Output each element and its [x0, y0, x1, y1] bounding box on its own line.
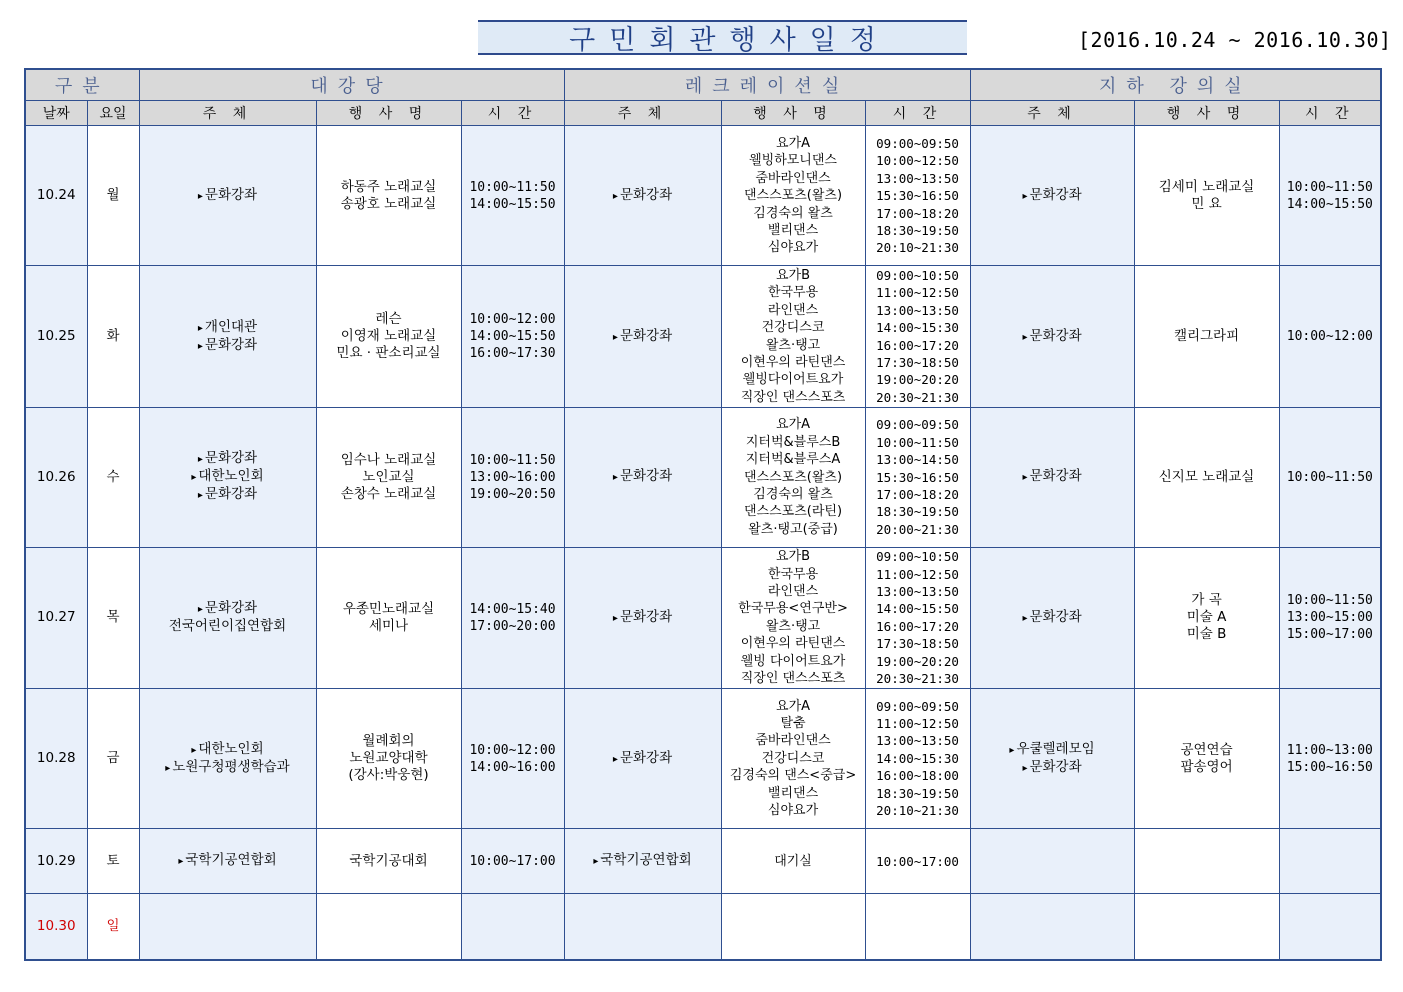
basement-event — [1134, 407, 1279, 547]
recreation-event-line: 웰빙 다이어트요가 — [740, 653, 846, 669]
recreation-event — [721, 689, 865, 829]
date-range: [2016.10.24 ~ 2016.10.30] — [1078, 28, 1392, 52]
auditorium-org-line: ▸ 개인대관 — [142, 319, 314, 337]
auditorium-org — [139, 407, 316, 547]
basement-org-line: ▸ 우쿨렐레모임 — [973, 741, 1132, 759]
recreation-time-line: 18:30~19:50 — [876, 223, 959, 239]
recreation-time — [865, 689, 970, 829]
recreation-time-line: 19:00~20:20 — [876, 653, 959, 669]
auditorium-time-line: 14:00~15:50 — [469, 196, 556, 212]
auditorium-time-line: 10:00~11:50 — [469, 179, 556, 195]
recreation-org-line: ▸ 문화강좌 — [567, 328, 719, 346]
header-time: 시 간 — [1279, 101, 1381, 126]
recreation-event — [721, 126, 865, 266]
header-time: 시 간 — [865, 101, 970, 126]
header-org: 주 체 — [564, 101, 721, 126]
header-hall-recreation: 레크레이션실 — [564, 69, 970, 101]
date-cell: 10.24 — [25, 126, 87, 266]
header-event: 행 사 명 — [721, 101, 865, 126]
auditorium-time — [461, 547, 564, 688]
auditorium-event — [316, 547, 461, 688]
basement-time — [1279, 547, 1381, 688]
auditorium-time-line: 16:00~17:30 — [469, 346, 556, 362]
header-hall-auditorium: 대강당 — [139, 69, 564, 101]
basement-org-line: ▸ 문화강좌 — [973, 328, 1132, 346]
recreation-event-line: 지터벅&블루스B — [745, 434, 841, 450]
weekday-cell: 금 — [87, 689, 139, 829]
date-cell: 10.25 — [25, 266, 87, 407]
recreation-event-line: 왈츠·탱고 — [765, 337, 821, 353]
recreation-time-line: 17:00~18:20 — [876, 486, 959, 502]
basement-time-line: 13:00~15:00 — [1286, 610, 1373, 626]
basement-org — [970, 126, 1134, 266]
basement-event — [1134, 126, 1279, 266]
recreation-time-line: 10:00~17:00 — [876, 853, 959, 869]
auditorium-event — [316, 126, 461, 266]
auditorium-time-line: 14:00~15:40 — [469, 601, 556, 617]
basement-event-line: 김세미 노래교실 — [1158, 178, 1255, 195]
auditorium-org-line: ▸ 문화강좌 — [142, 337, 314, 355]
recreation-time — [865, 894, 970, 960]
auditorium-event-line: 우종민노래교실 — [342, 600, 435, 617]
recreation-time — [865, 829, 970, 894]
recreation-time-line: 11:00~12:50 — [876, 285, 959, 301]
basement-event — [1134, 266, 1279, 407]
recreation-event-line: 요가A — [776, 417, 811, 433]
auditorium-event-line: 하동주 노래교실 — [340, 178, 437, 195]
weekday-cell: 일 — [87, 894, 139, 960]
header-time: 시 간 — [461, 101, 564, 126]
recreation-event-line: 요가A — [776, 135, 811, 151]
recreation-time — [865, 547, 970, 688]
auditorium-time — [461, 829, 564, 894]
recreation-time-line: 20:30~21:30 — [876, 671, 959, 687]
auditorium-event-line: (강사:박웅현) — [348, 767, 429, 783]
auditorium-time-line: 14:00~16:00 — [469, 759, 556, 775]
recreation-org — [564, 894, 721, 960]
auditorium-event — [316, 829, 461, 894]
recreation-org — [564, 829, 721, 894]
weekday-cell: 화 — [87, 266, 139, 407]
auditorium-time-line: 13:00~16:00 — [469, 469, 556, 485]
auditorium-event-line: 임수나 노래교실 — [340, 451, 437, 468]
weekday-cell: 목 — [87, 547, 139, 688]
recreation-event-line: 댄스스포츠(라틴) — [744, 504, 843, 520]
recreation-time-line: 11:00~12:50 — [876, 715, 959, 731]
table-row — [25, 407, 1381, 547]
recreation-event-line: 건강디스코 — [761, 750, 825, 766]
basement-org — [970, 689, 1134, 829]
recreation-time-line: 15:30~16:50 — [876, 469, 959, 485]
recreation-event-line: 김경숙의 댄스<중급> — [729, 768, 857, 784]
recreation-event-line: 김경숙의 왈츠 — [753, 205, 833, 221]
recreation-event-line: 직장인 댄스스포츠 — [740, 389, 846, 405]
auditorium-time-line: 17:00~20:00 — [469, 618, 556, 634]
recreation-event-line: 요가A — [776, 698, 811, 714]
auditorium-event-line: 월례회의 — [362, 733, 415, 749]
auditorium-org-line: ▸ 문화강좌 — [142, 187, 314, 205]
recreation-org-line: ▸ 문화강좌 — [567, 750, 719, 768]
recreation-time-line: 15:30~16:50 — [876, 188, 959, 204]
header-event: 행 사 명 — [316, 101, 461, 126]
basement-event-line: 미술 A — [1186, 609, 1227, 626]
auditorium-org-line: ▸ 문화강좌 — [142, 450, 314, 468]
recreation-event-line: 대기실 — [774, 853, 812, 869]
date-cell: 10.29 — [25, 829, 87, 894]
recreation-event-line: 한국무용 — [767, 285, 819, 301]
auditorium-org-line: ▸ 대한노인회 — [142, 741, 314, 759]
recreation-event-line: 왈츠·탱고(중급) — [748, 521, 838, 537]
recreation-event-line: 김경숙의 왈츠 — [753, 486, 833, 502]
recreation-time-line: 20:30~21:30 — [876, 389, 959, 405]
auditorium-time-line: 10:00~12:00 — [469, 312, 556, 328]
header-row-columns — [25, 101, 1381, 126]
auditorium-org-line: ▸ 노원구청평생학습과 — [142, 759, 314, 777]
recreation-time-line: 13:00~13:50 — [876, 302, 959, 318]
basement-time-line: 11:00~13:00 — [1286, 742, 1373, 758]
weekday-cell: 수 — [87, 407, 139, 547]
table-row — [25, 689, 1381, 829]
recreation-event-line: 심야요가 — [767, 803, 819, 819]
recreation-event — [721, 407, 865, 547]
recreation-org-line: ▸ 문화강좌 — [567, 609, 719, 627]
basement-time — [1279, 829, 1381, 894]
recreation-org — [564, 266, 721, 407]
header-org: 주 체 — [970, 101, 1134, 126]
recreation-event-line: 라인댄스 — [767, 584, 819, 600]
recreation-event-line: 왈츠·탱고 — [765, 618, 821, 634]
recreation-event-line: 한국무용 — [767, 566, 819, 582]
recreation-event — [721, 829, 865, 894]
header-date: 날짜 — [25, 101, 87, 126]
auditorium-event — [316, 266, 461, 407]
recreation-time-line: 16:00~17:20 — [876, 337, 959, 353]
header-org: 주 체 — [139, 101, 316, 126]
recreation-time-line: 16:00~17:20 — [876, 618, 959, 634]
auditorium-time-line: 10:00~11:50 — [469, 452, 556, 468]
recreation-time-line: 09:00~10:50 — [876, 267, 959, 283]
recreation-event-line: 건강디스코 — [761, 320, 825, 336]
header-hall-basement: 지하 강의실 — [970, 69, 1381, 101]
basement-time-line: 10:00~11:50 — [1286, 179, 1373, 195]
basement-org — [970, 829, 1134, 894]
auditorium-org-line: ▸ 문화강좌 — [142, 486, 314, 504]
auditorium-event-line: 민요 · 판소리교실 — [336, 345, 441, 362]
basement-event-line: 팝송영어 — [1180, 758, 1233, 775]
recreation-time-line: 09:00~09:50 — [876, 135, 959, 151]
table-row — [25, 894, 1381, 960]
auditorium-event-line: 세미나 — [368, 617, 409, 634]
weekday-cell: 월 — [87, 126, 139, 266]
recreation-time-line: 11:00~12:50 — [876, 566, 959, 582]
basement-time-line: 10:00~11:50 — [1286, 469, 1373, 485]
basement-time — [1279, 894, 1381, 960]
recreation-event — [721, 894, 865, 960]
basement-org-line: ▸ 문화강좌 — [973, 759, 1132, 777]
basement-event-line: 미술 B — [1186, 626, 1227, 643]
recreation-org-line: ▸ 문화강좌 — [567, 187, 719, 205]
recreation-event-line: 심야요가 — [767, 240, 819, 256]
basement-org — [970, 894, 1134, 960]
basement-event-line: 민 요 — [1191, 195, 1222, 212]
date-cell: 10.28 — [25, 689, 87, 829]
recreation-time-line: 17:00~18:20 — [876, 205, 959, 221]
auditorium-time-line: 10:00~17:00 — [469, 853, 556, 869]
recreation-event-line: 탈춤 — [780, 715, 806, 731]
recreation-time-line: 20:10~21:30 — [876, 803, 959, 819]
recreation-event-line: 라인댄스 — [767, 302, 819, 318]
header-row-halls — [25, 69, 1381, 101]
recreation-time-line: 09:00~10:50 — [876, 549, 959, 565]
auditorium-time-line: 10:00~12:00 — [469, 742, 556, 758]
header-group: 구분 — [25, 69, 139, 101]
recreation-time-line: 19:00~20:20 — [876, 372, 959, 388]
recreation-time-line: 17:30~18:50 — [876, 636, 959, 652]
recreation-event-line: 지터벅&블루스A — [745, 452, 841, 468]
auditorium-org — [139, 894, 316, 960]
basement-org — [970, 407, 1134, 547]
basement-org — [970, 266, 1134, 407]
auditorium-org-line: 전국어린이집연합회 — [168, 618, 287, 635]
basement-time-line: 14:00~15:50 — [1286, 196, 1373, 212]
recreation-event-line: 줌바라인댄스 — [755, 170, 831, 186]
recreation-event-line: 한국무용<연구반> — [738, 601, 848, 617]
basement-event — [1134, 829, 1279, 894]
basement-org-line: ▸ 문화강좌 — [973, 468, 1132, 486]
schedule-table — [24, 68, 1382, 961]
auditorium-event — [316, 407, 461, 547]
weekday-cell: 토 — [87, 829, 139, 894]
auditorium-time-line: 14:00~15:50 — [469, 329, 556, 345]
auditorium-org — [139, 829, 316, 894]
recreation-time-line: 20:10~21:30 — [876, 240, 959, 256]
recreation-org — [564, 547, 721, 688]
auditorium-time — [461, 894, 564, 960]
title-banner — [478, 20, 967, 55]
basement-time — [1279, 266, 1381, 407]
auditorium-org — [139, 547, 316, 688]
recreation-time-line: 13:00~13:50 — [876, 170, 959, 186]
recreation-time-line: 17:30~18:50 — [876, 354, 959, 370]
recreation-time-line: 13:00~14:50 — [876, 452, 959, 468]
recreation-org-line: ▸ 국학기공연합회 — [567, 852, 719, 870]
recreation-event-line: 직장인 댄스스포츠 — [740, 671, 846, 687]
recreation-org — [564, 126, 721, 266]
auditorium-event-line: 레슨 — [375, 311, 402, 328]
recreation-event-line: 줌바라인댄스 — [755, 733, 831, 749]
recreation-time — [865, 266, 970, 407]
recreation-org-line: ▸ 문화강좌 — [567, 468, 719, 486]
recreation-time-line: 09:00~09:50 — [876, 417, 959, 433]
page-title: 구민회관행사일정 — [569, 25, 890, 56]
recreation-time-line: 10:00~12:50 — [876, 153, 959, 169]
auditorium-event-line: 노인교실 — [362, 468, 415, 485]
basement-event — [1134, 894, 1279, 960]
recreation-time-line: 14:00~15:30 — [876, 750, 959, 766]
basement-event — [1134, 689, 1279, 829]
recreation-time-line: 18:30~19:50 — [876, 504, 959, 520]
recreation-event — [721, 547, 865, 688]
auditorium-time — [461, 407, 564, 547]
basement-org-line: ▸ 문화강좌 — [973, 187, 1132, 205]
date-cell: 10.26 — [25, 407, 87, 547]
recreation-time-line: 14:00~15:50 — [876, 601, 959, 617]
table-row — [25, 266, 1381, 407]
recreation-event-line: 이현우의 라틴댄스 — [740, 636, 846, 652]
auditorium-org-line: ▸ 대한노인회 — [142, 468, 314, 486]
auditorium-event-line: 이영재 노래교실 — [340, 328, 437, 345]
date-cell: 10.27 — [25, 547, 87, 688]
recreation-time — [865, 126, 970, 266]
auditorium-org — [139, 689, 316, 829]
recreation-time-line: 20:00~21:30 — [876, 521, 959, 537]
recreation-event — [721, 266, 865, 407]
auditorium-org — [139, 126, 316, 266]
basement-time-line: 15:00~17:00 — [1286, 627, 1373, 643]
recreation-time-line: 10:00~11:50 — [876, 434, 959, 450]
auditorium-org-line: ▸ 국학기공연합회 — [142, 852, 314, 870]
recreation-time-line: 09:00~09:50 — [876, 698, 959, 714]
basement-org — [970, 547, 1134, 688]
recreation-event-line: 밸리댄스 — [767, 223, 819, 239]
basement-event-line: 가 곡 — [1191, 592, 1222, 609]
basement-event-line: 신지모 노래교실 — [1158, 468, 1255, 485]
auditorium-event — [316, 894, 461, 960]
basement-time — [1279, 126, 1381, 266]
basement-time-line: 10:00~11:50 — [1286, 593, 1373, 609]
recreation-event-line: 밸리댄스 — [767, 785, 819, 801]
basement-time — [1279, 689, 1381, 829]
basement-event — [1134, 547, 1279, 688]
auditorium-event-line: 송광호 노래교실 — [340, 195, 437, 212]
recreation-event-line: 댄스스포츠(왈츠) — [744, 469, 843, 485]
header-weekday: 요일 — [87, 101, 139, 126]
auditorium-event-line: 손창수 노래교실 — [340, 485, 437, 502]
auditorium-time — [461, 266, 564, 407]
auditorium-org — [139, 266, 316, 407]
table-row — [25, 829, 1381, 894]
auditorium-time-line: 19:00~20:50 — [469, 486, 556, 502]
recreation-time-line: 18:30~19:50 — [876, 785, 959, 801]
table-row — [25, 547, 1381, 688]
recreation-event-line: 요가B — [776, 549, 811, 565]
recreation-org — [564, 689, 721, 829]
auditorium-event-line: 국학기공대회 — [349, 852, 428, 869]
auditorium-event — [316, 689, 461, 829]
recreation-org — [564, 407, 721, 547]
auditorium-event-line: 노원교양대학 — [349, 750, 428, 766]
recreation-event-line: 웰빙하모니댄스 — [749, 153, 837, 169]
header-event: 행 사 명 — [1134, 101, 1279, 126]
basement-event-line: 캘리그라피 — [1173, 328, 1240, 345]
auditorium-time — [461, 689, 564, 829]
basement-time-line: 15:00~16:50 — [1286, 759, 1373, 775]
recreation-event-line: 웰빙다이어트요가 — [742, 372, 844, 388]
recreation-event-line: 요가B — [776, 267, 811, 283]
auditorium-time — [461, 126, 564, 266]
auditorium-org-line: ▸ 문화강좌 — [142, 600, 314, 618]
recreation-time — [865, 407, 970, 547]
recreation-time-line: 16:00~18:00 — [876, 768, 959, 784]
recreation-time-line: 14:00~15:30 — [876, 320, 959, 336]
recreation-time-line: 13:00~13:50 — [876, 733, 959, 749]
basement-time-line: 10:00~12:00 — [1286, 329, 1373, 345]
recreation-event-line: 이현우의 라틴댄스 — [740, 354, 846, 370]
table-row — [25, 126, 1381, 266]
date-cell: 10.30 — [25, 894, 87, 960]
basement-org-line: ▸ 문화강좌 — [973, 609, 1132, 627]
basement-event-line: 공연연습 — [1180, 741, 1233, 758]
recreation-time-line: 13:00~13:50 — [876, 584, 959, 600]
recreation-event-line: 댄스스포츠(왈츠) — [744, 188, 843, 204]
basement-time — [1279, 407, 1381, 547]
schedule-body — [25, 126, 1381, 960]
